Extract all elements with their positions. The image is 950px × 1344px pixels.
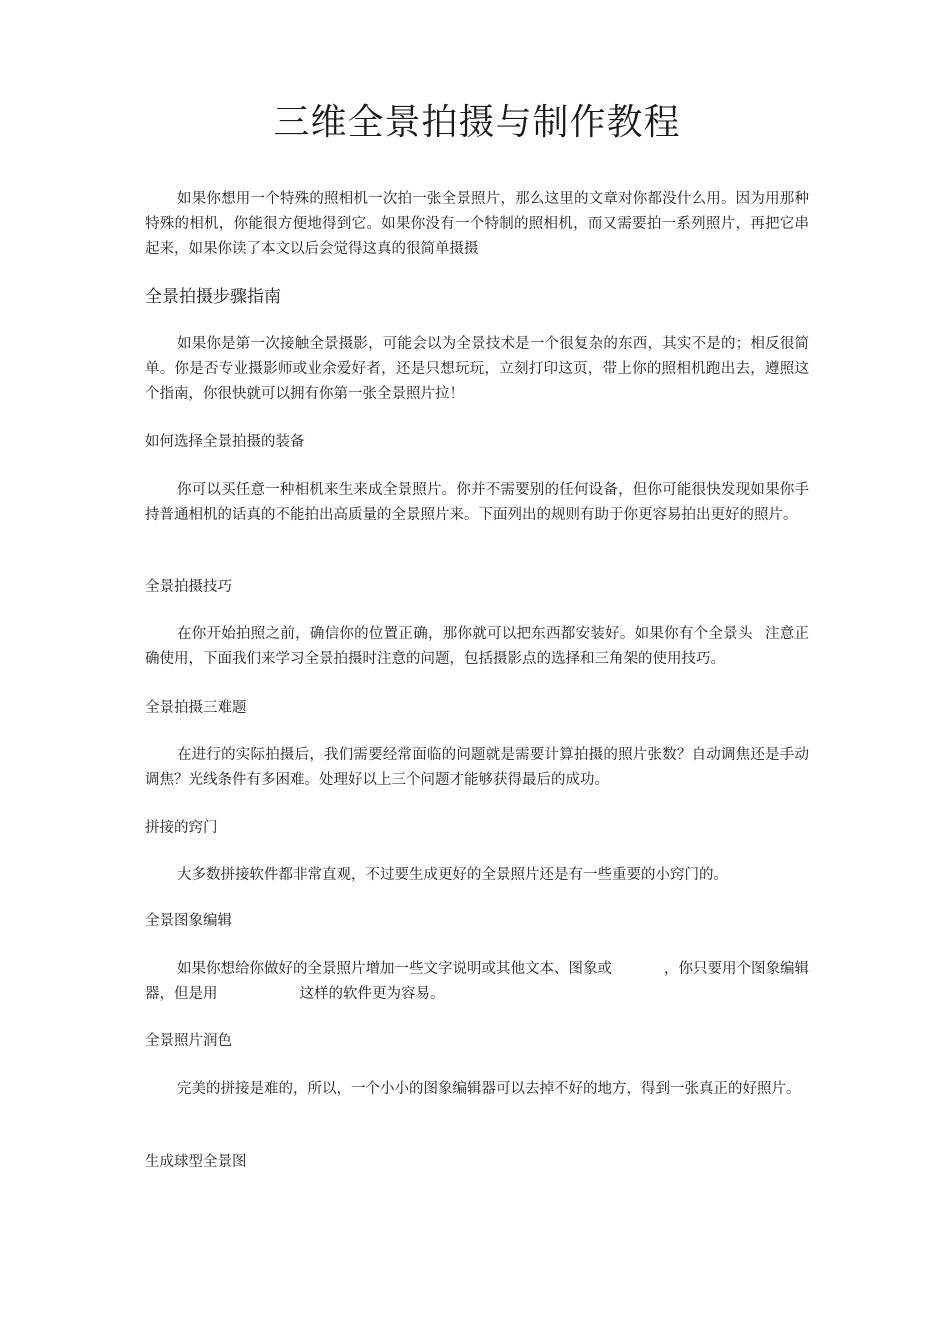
heading-stitching-tips: 拼接的窍门 <box>145 820 218 836</box>
heading-shooting-tips: 全景拍摄技巧 <box>145 579 232 595</box>
shooting-tips-text-a: 在你开始拍照之前，确信你的位置正确，那你就可以把东西都安装好。如果你有个全景头 <box>177 626 753 642</box>
image-editing-text-a: 如果你想给你做好的全景照片增加一些文字说明或其他文本、图象或 <box>177 961 612 977</box>
step-guide-paragraph: 如果你是第一次接触全景摄影，可能会以为全景技术是一个很复杂的东西，其实不是的；相反很简单。你是否专业摄影师或业余爱好者，还是只想玩玩，立刻打印这页，带上你的照相机跑出去，遵照这个指南，你很快就可以拥有你第一张全景照片拉！ <box>145 336 809 402</box>
three-difficulties-paragraph: 在进行的实际拍摄后，我们需要经常面临的问题就是需要计算拍摄的照片张数？自动调焦还是手动调焦？光线条件有多困难。处理好以上三个问题才能够获得最后的成功。 <box>145 747 809 788</box>
image-editing-paragraph <box>145 957 809 1007</box>
photo-retouch-paragraph: 完美的拼接是难的，所以，一个小小的图象编辑器可以去掉不好的地方，得到一张真正的好照片。 <box>177 1081 801 1097</box>
document-title: 三维全景拍摄与制作教程 <box>273 102 681 143</box>
heading-image-editing: 全景图象编辑 <box>145 913 232 929</box>
shooting-tips-paragraph <box>145 622 809 672</box>
equipment-paragraph: 你可以买任意一种相机来生来成全景照片。你并不需要别的任何设备，但你可能很快发现如果你手持普通相机的话真的不能拍出高质量的全景照片来。下面列出的规则有助于你更容易拍出更好的照片。 <box>145 482 809 523</box>
heading-three-difficulties: 全景拍摄三难题 <box>145 700 247 716</box>
heading-equipment: 如何选择全景拍摄的装备 <box>145 434 305 450</box>
image-editing-text-b: ，你只要用个图象编辑器，但是用 <box>145 961 809 1002</box>
heading-photo-retouch: 全景照片润色 <box>145 1033 232 1049</box>
intro-paragraph: 如果你想用一个特殊的照相机一次拍一张全景照片，那么这里的文章对你都没什么用。因为用那种特殊的相机，你能很方便地得到它。如果你没有一个特制的照相机，而又需要拍一系列照片，再把它串起来，如果你读了本文以后会觉得这真的很简单摄摄 <box>145 191 809 257</box>
shooting-tips-text-b: 注意正确使用，下面我们来学习全景拍摄时注意的问题，包括摄影点的选择和三角架的使用技巧。 <box>145 626 810 667</box>
stitching-tips-paragraph: 大多数拼接软件都非常直观，不过要生成更好的全景照片还是有一些重要的小窍门的。 <box>177 867 728 883</box>
heading-spherical-panorama: 生成球型全景图 <box>145 1154 247 1170</box>
heading-step-guide: 全景拍摄步骤指南 <box>145 287 281 307</box>
image-editing-text-c: 这样的软件更为容易。 <box>299 986 445 1002</box>
